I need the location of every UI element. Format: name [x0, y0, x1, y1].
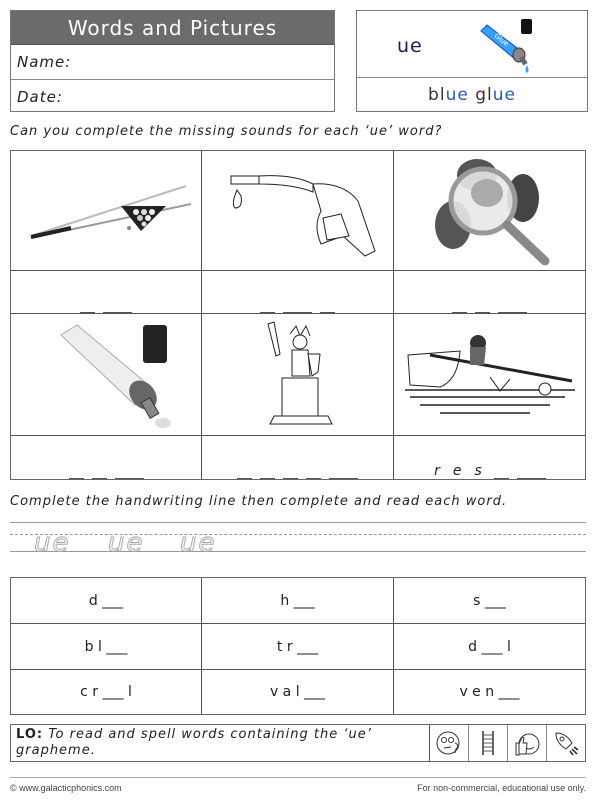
handwriting-instruction: Complete the handwriting line then complete and read each word.: [10, 494, 508, 509]
word-cell[interactable]: t r ___: [202, 624, 394, 670]
picture-grid: [10, 150, 586, 480]
thumbs-up-smile-icon[interactable]: [508, 725, 547, 761]
handwriting-baseline[interactable]: [10, 551, 586, 552]
answer-fuel[interactable]: [202, 271, 394, 314]
ladder-icon[interactable]: [469, 725, 508, 761]
footer-usage-note: For non-commercial, educational use only.: [417, 783, 586, 793]
trace-ue-1: ue: [34, 528, 71, 558]
rescue-icon: [400, 325, 580, 425]
answer-glue[interactable]: [11, 436, 202, 479]
fuel-nozzle-icon: [213, 156, 383, 266]
answer-rescue[interactable]: r e s: [394, 436, 585, 479]
word-cell[interactable]: h ___: [202, 578, 394, 624]
cue-stick-icon: [21, 176, 191, 246]
worksheet-title: Words and Pictures: [11, 11, 334, 45]
grapheme-label: ue: [397, 35, 423, 57]
lo-text: To read and spell words containing the ‘ue’ grapheme.: [16, 727, 372, 758]
handwriting-top-line: [10, 522, 586, 523]
picture-instruction: Can you complete the missing sounds for each ‘ue’ word?: [10, 124, 443, 139]
date-field[interactable]: [11, 80, 334, 114]
keyword: bl ue gl ue: [428, 85, 516, 105]
answer-clue[interactable]: [394, 271, 585, 314]
rocket-icon[interactable]: [547, 725, 585, 761]
picture-glue: [11, 314, 202, 436]
answer-statue[interactable]: [202, 436, 394, 479]
word-cell[interactable]: v a l ___: [202, 670, 394, 714]
footer-divider: [10, 777, 586, 778]
handwriting-midline: [10, 534, 586, 535]
picture-clue: [394, 151, 585, 271]
word-cell[interactable]: c r ___ l: [11, 670, 202, 714]
trace-ue-3: ue: [180, 528, 217, 558]
answer-cue[interactable]: [11, 271, 202, 314]
statue-icon: [248, 316, 348, 434]
picture-cue: [11, 151, 202, 271]
clue-magnifier-icon: [405, 153, 575, 268]
date-label: Date:: [17, 88, 63, 106]
glue-tube-icon: [475, 17, 545, 79]
name-label: Name:: [17, 53, 72, 71]
sound-card: [356, 10, 588, 112]
word-cell[interactable]: v e n ___: [459, 684, 520, 700]
svg-text:Glue: Glue: [492, 31, 511, 49]
picture-statue: [202, 314, 394, 436]
name-field[interactable]: [11, 45, 334, 80]
learning-objective: [10, 724, 586, 762]
word-grid: [10, 577, 586, 715]
word-cell[interactable]: s ___: [394, 578, 585, 624]
glue-tube-icon: [31, 317, 181, 432]
trace-ue-2: ue: [108, 528, 145, 558]
lo-label: LO:: [16, 727, 44, 742]
word-cell[interactable]: b l ___: [11, 624, 202, 670]
picture-rescue: [394, 314, 585, 436]
footer-copyright: © www.galacticphonics.com: [10, 783, 122, 793]
confused-face-icon[interactable]: [430, 725, 469, 761]
worksheet-header: [10, 10, 335, 112]
word-cell[interactable]: d ___: [11, 578, 202, 624]
word-cell[interactable]: d ___ l: [394, 624, 585, 670]
picture-fuel: [202, 151, 394, 271]
